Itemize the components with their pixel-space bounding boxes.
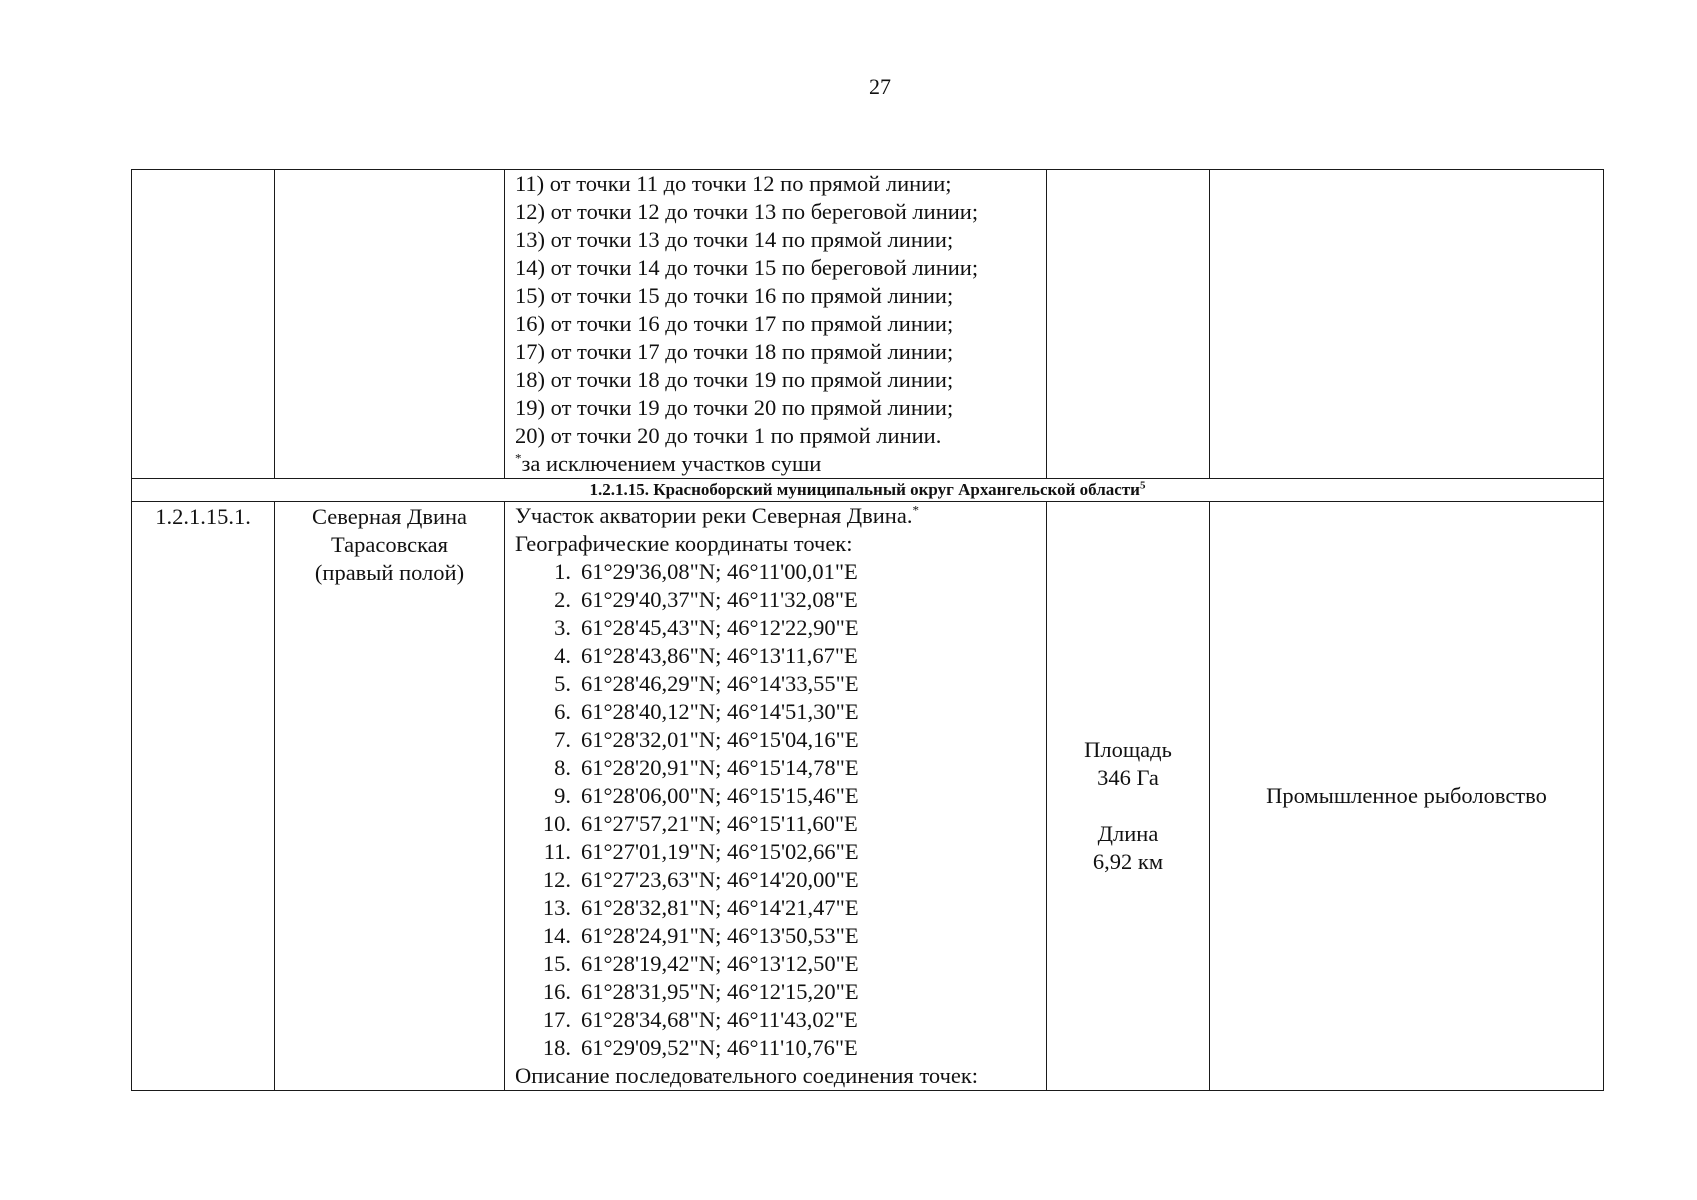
coordinate-list [515,558,1046,1062]
list-item [537,1034,1046,1062]
coordinate-value: 61°28'19,42"N; 46°13'12,50"E [581,951,859,976]
row-description-cell [505,502,1047,1091]
coordinate-index: 9. [554,783,571,808]
length-label: Длина [1097,821,1159,846]
row-name-line-1: Северная Двина [311,504,468,529]
continuation-name-cell [275,170,505,479]
coordinate-index: 10. [542,811,571,836]
description-footnote-mark: * [912,502,919,518]
coordinate-value: 61°28'06,00"N; 46°15'15,46"E [581,783,859,808]
list-item [537,726,1046,754]
coordinate-value: 61°27'01,19"N; 46°15'02,66"E [581,839,859,864]
list-item [537,670,1046,698]
connection-step: 15) от точки 15 до точки 16 по прямой линии; [515,283,954,308]
list-item [537,586,1046,614]
coordinate-index: 15. [542,951,571,976]
coordinate-value: 61°28'32,81"N; 46°14'21,47"E [581,895,859,920]
section-title-text: 1.2.1.15. Красноборский муниципальный округ Архангельской области [589,480,1140,499]
coordinate-value: 61°28'31,95"N; 46°12'15,20"E [581,979,859,1004]
coordinate-value: 61°28'46,29"N; 46°14'33,55"E [581,671,859,696]
row-area-cell [1047,502,1210,1091]
list-item [537,642,1046,670]
description-title [515,502,1046,530]
connection-step: 11) от точки 11 до точки 12 по прямой линии; [515,171,952,196]
page-number: 27 [869,74,891,99]
section-row [132,479,1604,502]
coordinate-index: 13. [542,895,571,920]
connection-step: 20) от точки 20 до точки 1 по прямой линии. [515,423,942,448]
coordinate-index: 7. [554,727,571,752]
coordinate-value: 61°28'45,43"N; 46°12'22,90"E [581,615,859,640]
list-item [537,838,1046,866]
connection-step: 16) от точки 16 до точки 17 по прямой линии; [515,311,954,336]
coordinate-index: 2. [554,587,571,612]
usage-type: Промышленное рыболовство [1266,783,1547,808]
coordinate-index: 14. [542,923,571,948]
row-name-line-3: (правый полой) [314,560,465,585]
footnote-line [515,450,1046,478]
continuation-num-cell [132,170,275,479]
coordinate-index: 8. [554,755,571,780]
list-item [537,978,1046,1006]
area-value: 346 Га [1097,765,1159,790]
coordinate-index: 17. [542,1007,571,1032]
coordinate-value: 61°28'32,01"N; 46°15'04,16"E [581,727,859,752]
coordinate-value: 61°29'40,37"N; 46°11'32,08"E [581,587,858,612]
coordinate-value: 61°28'20,91"N; 46°15'14,78"E [581,755,859,780]
area-label: Площадь [1084,737,1172,762]
coordinate-index: 3. [554,615,571,640]
table-row [132,502,1604,1091]
list-item [537,558,1046,586]
connection-step: 14) от точки 14 до точки 15 по береговой линии; [515,255,979,280]
list-item [537,950,1046,978]
connection-step: 13) от точки 13 до точки 14 по прямой линии; [515,227,954,252]
coords-heading: Географические координаты точек: [515,531,853,556]
row-name-cell [275,502,505,1091]
list-item [537,894,1046,922]
list-item [537,782,1046,810]
list-item [537,922,1046,950]
coordinate-value: 61°27'57,21"N; 46°15'11,60"E [581,811,858,836]
row-name-line-2: Тарасовская [330,532,449,557]
spacer [1047,792,1209,820]
continuation-area-cell [1047,170,1210,479]
table [131,169,1604,1091]
connection-step: 18) от точки 18 до точки 19 по прямой линии; [515,367,954,392]
coordinate-index: 4. [554,643,571,668]
coordinate-index: 12. [542,867,571,892]
connection-heading: Описание последовательного соединения точек: [515,1063,979,1088]
coordinate-value: 61°28'40,12"N; 46°14'51,30"E [581,699,859,724]
row-number-cell [132,502,275,1091]
continuation-row [132,170,1604,479]
length-value: 6,92 км [1092,849,1164,874]
list-item [537,614,1046,642]
list-item [537,810,1046,838]
fishing-areas-table [131,169,1603,1091]
footnote-text: за исключением участков суши [521,451,822,476]
row-number: 1.2.1.15.1. [155,504,251,529]
description-title-text: Участок акватории реки Северная Двина. [515,503,913,528]
list-item [537,754,1046,782]
connection-step: 17) от точки 17 до точки 18 по прямой линии; [515,339,954,364]
coordinate-index: 11. [543,839,571,864]
section-title [132,479,1604,502]
coordinate-index: 6. [554,699,571,724]
coordinate-index: 1. [554,559,571,584]
list-item [537,1006,1046,1034]
coordinate-index: 18. [542,1035,571,1060]
section-footnote-ref: 5 [1139,479,1146,492]
coordinate-value: 61°29'09,52"N; 46°11'10,76"E [581,1035,858,1060]
coordinate-value: 61°28'24,91"N; 46°13'50,53"E [581,923,859,948]
continuation-usage-cell [1210,170,1604,479]
coordinate-value: 61°29'36,08"N; 46°11'00,01"E [581,559,858,584]
coordinate-index: 16. [542,979,571,1004]
coordinate-index: 5. [554,671,571,696]
connection-step: 19) от точки 19 до точки 20 по прямой линии; [515,395,954,420]
list-item [537,866,1046,894]
connection-step: 12) от точки 12 до точки 13 по береговой линии; [515,199,979,224]
coordinate-value: 61°28'43,86"N; 46°13'11,67"E [581,643,858,668]
continuation-description-cell [505,170,1047,479]
coordinate-value: 61°27'23,63"N; 46°14'20,00"E [581,867,859,892]
footnote-mark: * [515,450,522,466]
list-item [537,698,1046,726]
coordinate-value: 61°28'34,68"N; 46°11'43,02"E [581,1007,858,1032]
row-usage-cell [1210,502,1604,1091]
